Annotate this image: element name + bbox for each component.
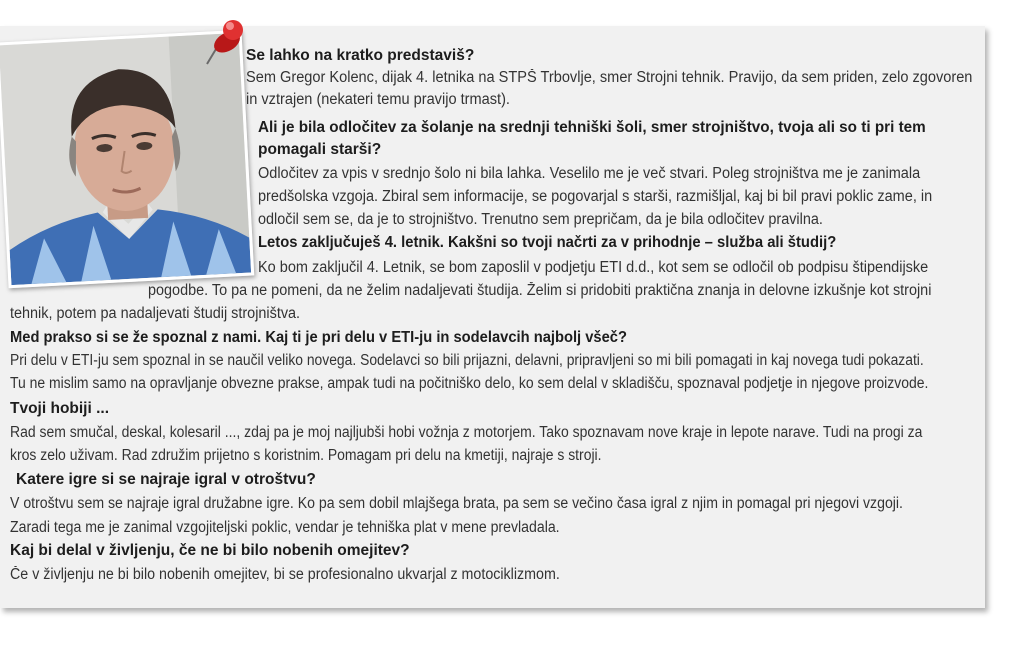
answer-line: Rad sem smučal, deskal, kolesaril ..., zdaj pa je moj najljubši hobi vožnja z motorjem. Tako spoznavam nove kraje in lepote narave. Tudi na progi za xyxy=(10,424,923,441)
answer-line: predšolska vzgoja. Zbiral sem informacije, se pogovarjal s starši, razmišljal, kaj bi bil pravi poklic zame, in xyxy=(258,188,933,205)
answer-line: in vztrajen (nekateri temu pravijo trmast). xyxy=(246,91,510,108)
answer-line: odločil sem se, da je to strojništvo. Trenutno sem prepričam, da je bila odločitev pravilna. xyxy=(258,211,823,228)
answer-line: pogodbe. To pa ne pomeni, da ne želim nadaljevati študija. Želim si pridobiti praktična znanja in delovne izkušnje kot strojni xyxy=(148,282,932,299)
question-school-choice-cont: pomagali starši? xyxy=(258,141,382,158)
answer-line: kros zelo uživam. Rad združim prijetno s koristnim. Pomagam pri delu na kmetiji, najraje s stroji. xyxy=(10,447,602,464)
question-practice-eti: Med prakso si se že spoznal z nami. Kaj ti je pri delu v ETI-ju in sodelavcih najbolj všeč? xyxy=(10,329,627,346)
question-no-limits: Kaj bi delal v življenju, če ne bi bilo nobenih omejitev? xyxy=(10,542,410,559)
question-future-plans: Letos zaključuješ 4. letnik. Kakšni so tvoji načrti za v prihodnje – služba ali študij? xyxy=(258,234,837,251)
question-hobbies: Tvoji hobiji ... xyxy=(10,400,110,417)
question-school-choice: Ali je bila odločitev za šolanje na srednji tehniški šoli, smer strojništvo, tvoja ali so ti pri tem xyxy=(258,119,926,136)
answer-line: Ko bom zaključil 4. Letnik, se bom zaposlil v podjetju ETI d.d., kot sem se odločil ob podpisu štipendijske xyxy=(258,259,929,276)
answer-line: Sem Gregor Kolenc, dijak 4. letnika na STPŠ Trbovlje, smer Strojni tehnik. Pravijo, da sem priden, zelo zgovoren xyxy=(246,69,973,86)
answer-line: Tu ne mislim samo na opravljanje obvezne prakse, ampak tudi na počitniško delo, ko sem delal v skladišču, spoznaval podjetje in njegove proizvode. xyxy=(10,375,929,392)
answer-line: tehnik, potem pa nadaljevati študij strojništva. xyxy=(10,305,301,322)
answer-line: V otroštvu sem se najraje igral družabne igre. Ko pa sem dobil mlajšega brata, pa sem se večino časa igral z njim in pomagal pri njegovi vzgoji. xyxy=(10,495,903,512)
question-introduce: Se lahko na kratko predstaviš? xyxy=(246,47,475,64)
answer-line: Odločitev za vpis v srednjo šolo ni bila lahka. Veselilo me je več stvari. Poleg strojništva me je zanimala xyxy=(258,165,921,182)
question-childhood-games: Katere igre si se najraje igral v otroštvu? xyxy=(16,471,316,488)
answer-line: Če v življenju ne bi bilo nobenih omejitev, bi se profesionalno ukvarjal z motociklizmom. xyxy=(10,566,560,583)
answer-line: Pri delu v ETI-ju sem spoznal in se naučil veliko novega. Sodelavci so bili prijazni, delavni, pripravljeni so mi bili pomagati in kaj novega tudi pokazati. xyxy=(10,352,924,369)
answer-line: Zaradi tega me je zanimal vzgojiteljski poklic, vendar je tehniška plat v mene prevladala. xyxy=(10,519,560,536)
